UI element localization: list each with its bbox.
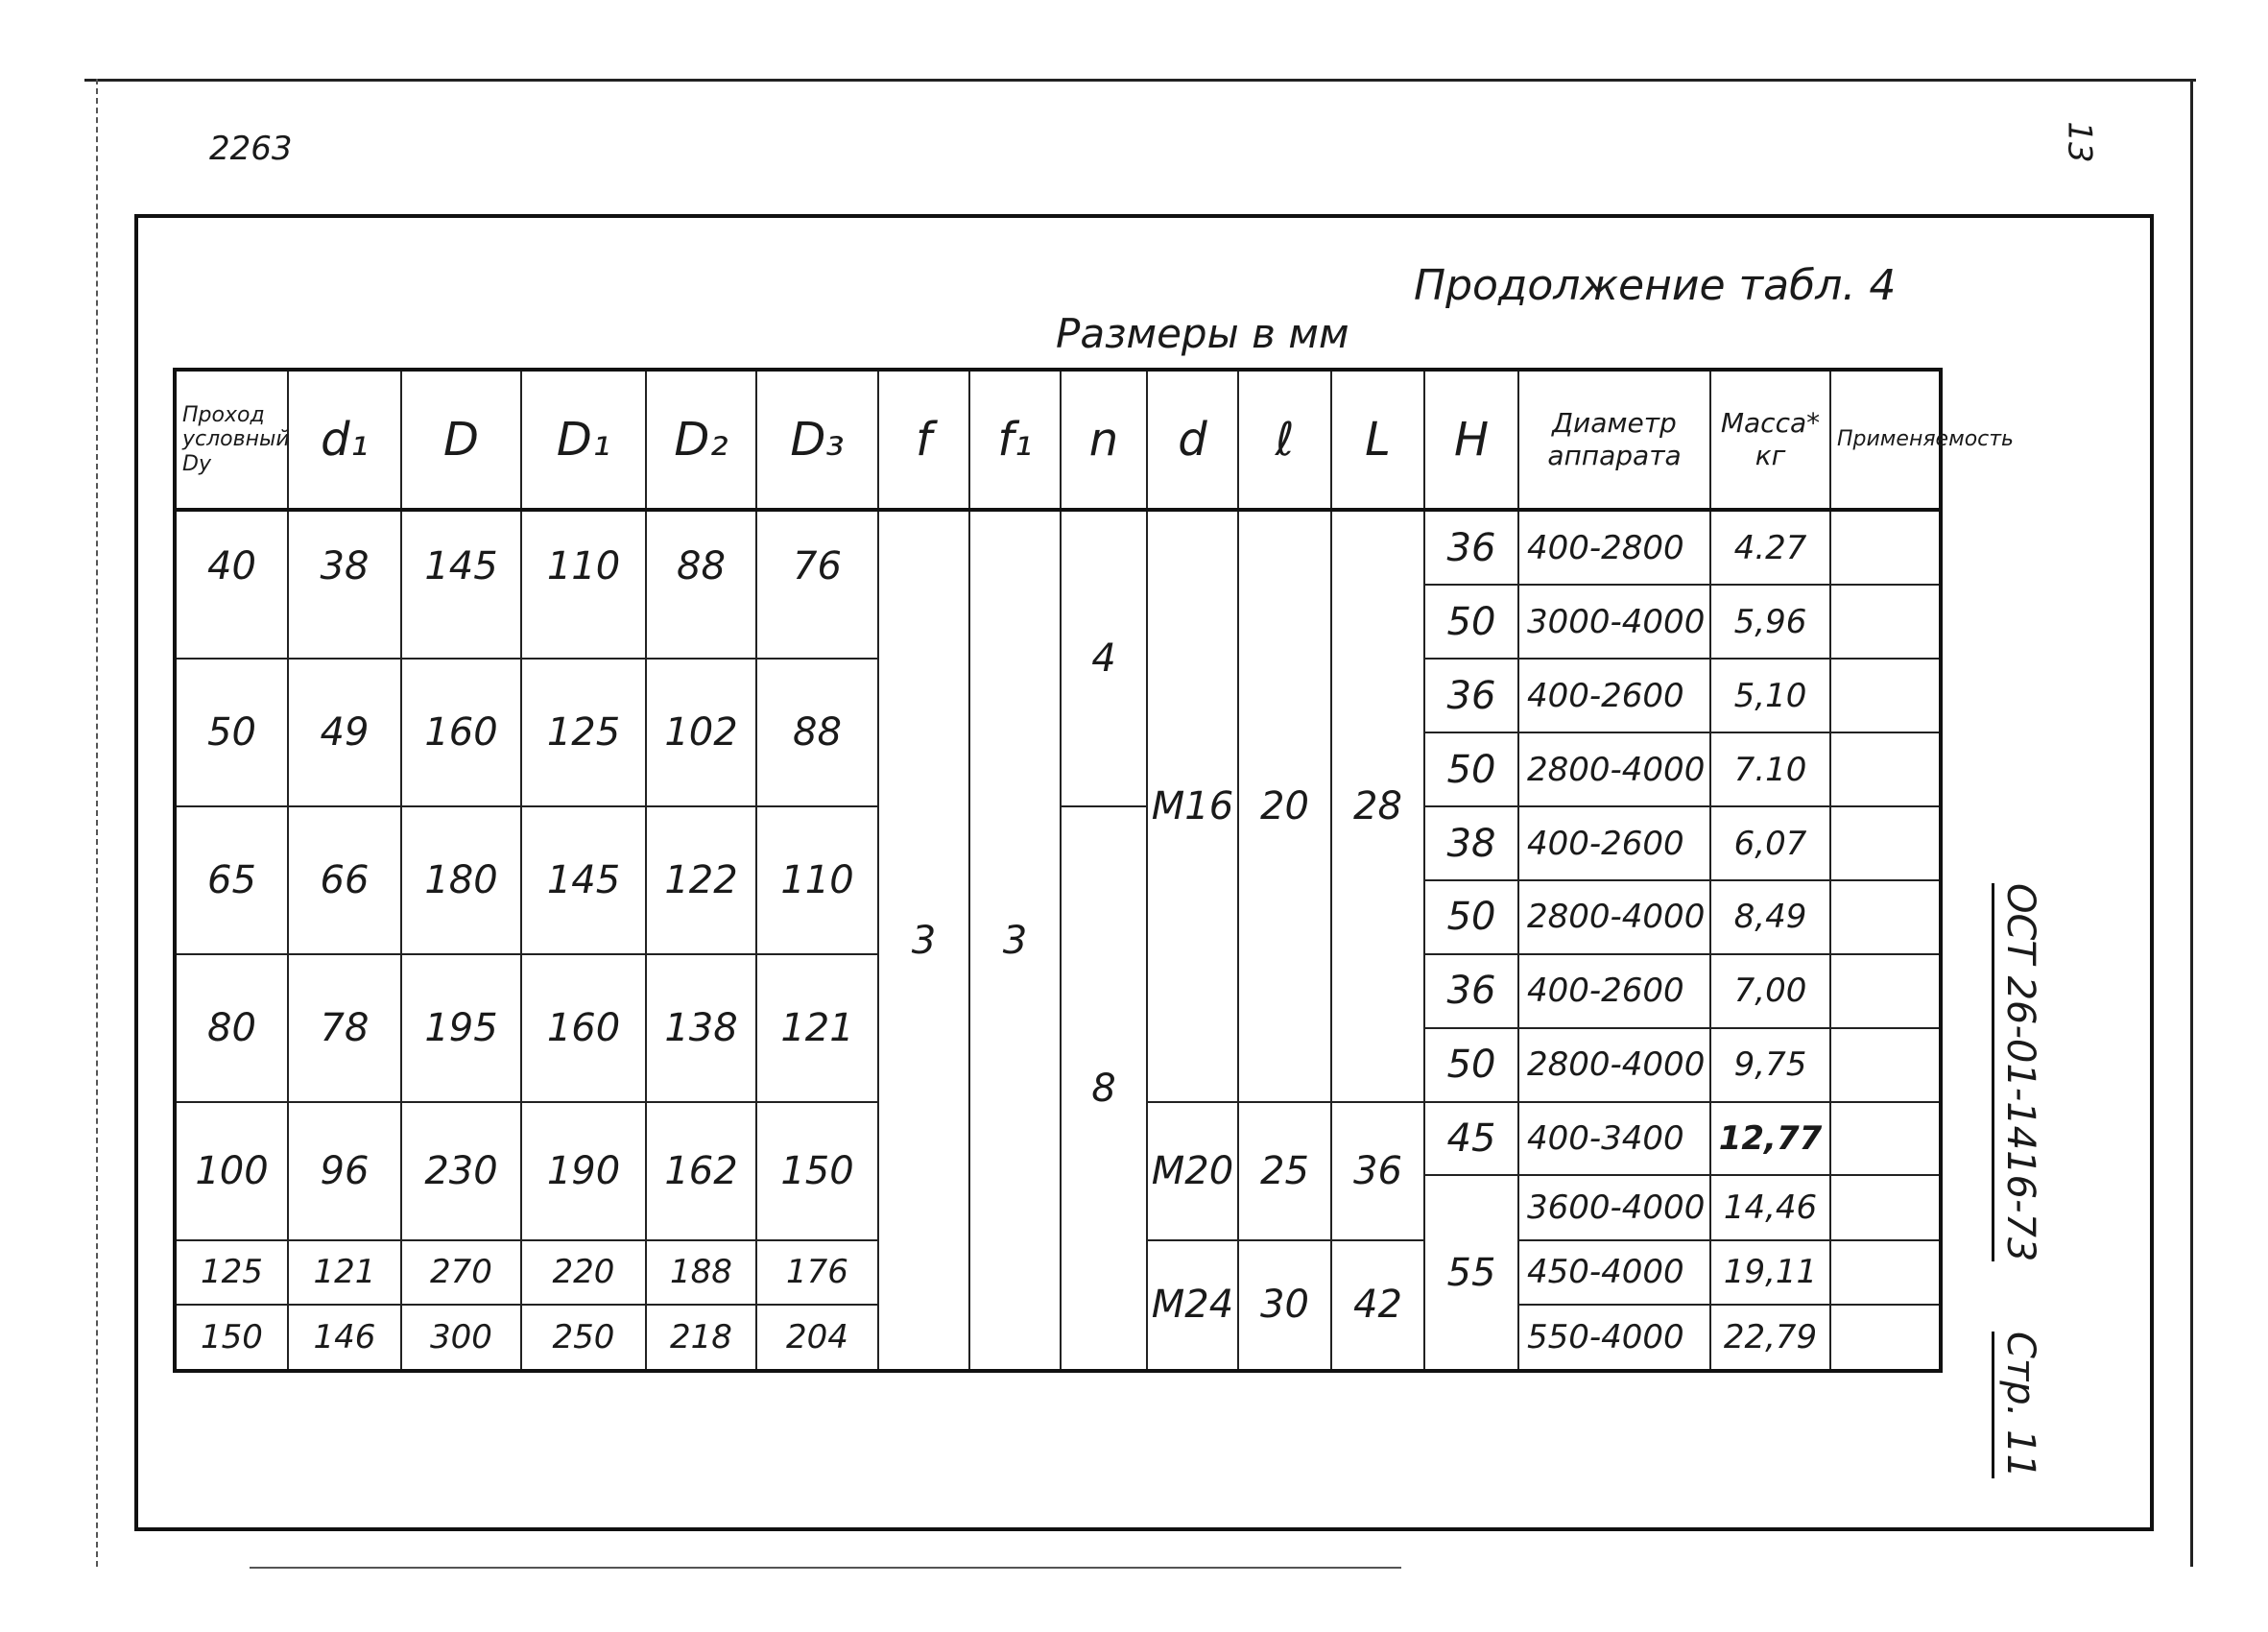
cell-mass: 5,96 [1710, 585, 1830, 659]
cell-dy: 65 [175, 806, 288, 954]
cell-apparatus-diameter: 550-4000 [1518, 1305, 1710, 1371]
cell-apparatus-diameter: 2800-4000 [1518, 880, 1710, 954]
cell-apparatus-diameter: 3600-4000 [1518, 1175, 1710, 1239]
table-header-row [175, 370, 1941, 510]
cell-applicability [1830, 1240, 1941, 1305]
col-header-f: f [878, 370, 969, 510]
cell-D2: 122 [646, 806, 756, 954]
col-header-H: H [1424, 370, 1518, 510]
cell-D: 230 [401, 1102, 521, 1240]
col-header-n: n [1061, 370, 1147, 510]
col-header-D3: D₃ [756, 370, 878, 510]
cell-apparatus-diameter: 450-4000 [1518, 1240, 1710, 1305]
col-header-l: ℓ [1238, 370, 1331, 510]
cell-d1: 78 [288, 954, 401, 1102]
cell-mass: 22,79 [1710, 1305, 1830, 1371]
cell-thread-m16: M16 [1147, 510, 1238, 1102]
page-number: 13 [2060, 121, 2099, 163]
cell-applicability [1830, 732, 1941, 806]
cell-D3: 176 [756, 1240, 878, 1305]
outer-border-left [96, 79, 98, 1567]
cell-mass: 12,77 [1710, 1102, 1830, 1176]
cell-D: 160 [401, 659, 521, 806]
units-title: Размеры в мм [1056, 310, 1349, 357]
cell-dy: 50 [175, 659, 288, 806]
cell-applicability [1830, 880, 1941, 954]
cell-L-merged-a: 28 [1331, 510, 1424, 1102]
col-header-L: L [1331, 370, 1424, 510]
cell-d1: 38 [288, 510, 401, 659]
cell-n-merged-a: 4 [1061, 510, 1147, 806]
cell-applicability [1830, 1305, 1941, 1371]
cell-applicability [1830, 1028, 1941, 1102]
cell-dy: 150 [175, 1305, 288, 1371]
cell-apparatus-diameter: 3000-4000 [1518, 585, 1710, 659]
col-header-mass: Масса* кг [1710, 370, 1830, 510]
cell-d1: 96 [288, 1102, 401, 1240]
col-header-D2: D₂ [646, 370, 756, 510]
cell-apparatus-diameter: 400-2800 [1518, 510, 1710, 585]
cell-mass: 4.27 [1710, 510, 1830, 585]
cell-thread-m24: M24 [1147, 1240, 1238, 1371]
cell-D3: 110 [756, 806, 878, 954]
cell-D3: 121 [756, 954, 878, 1102]
cell-apparatus-diameter: 400-2600 [1518, 954, 1710, 1028]
cell-d1: 146 [288, 1305, 401, 1371]
cell-thread-m20: M20 [1147, 1102, 1238, 1240]
col-header-apparatus-diameter: Диаметр аппарата [1518, 370, 1710, 510]
cell-D2: 88 [646, 510, 756, 659]
cell-applicability [1830, 1102, 1941, 1176]
cell-D: 145 [401, 510, 521, 659]
cell-H: 36 [1424, 659, 1518, 732]
cell-apparatus-diameter: 400-2600 [1518, 659, 1710, 732]
table-row [175, 510, 1941, 585]
cell-D1: 110 [521, 510, 646, 659]
cell-H: 50 [1424, 880, 1518, 954]
cell-D2: 218 [646, 1305, 756, 1371]
outer-border-bottom [250, 1567, 1401, 1569]
sheet-code: 2263 [209, 130, 293, 168]
cell-l-merged-b: 25 [1238, 1102, 1331, 1240]
cell-dy: 100 [175, 1102, 288, 1240]
col-header-D: D [401, 370, 521, 510]
cell-D3: 76 [756, 510, 878, 659]
cell-mass: 9,75 [1710, 1028, 1830, 1102]
cell-H: 50 [1424, 732, 1518, 806]
continuation-title: Продолжение табл. 4 [1414, 261, 1897, 310]
col-header-applicability: Применяемость [1830, 370, 1941, 510]
cell-D: 300 [401, 1305, 521, 1371]
cell-applicability [1830, 585, 1941, 659]
cell-l-merged-c: 30 [1238, 1240, 1331, 1371]
cell-mass: 5,10 [1710, 659, 1830, 732]
cell-applicability [1830, 806, 1941, 880]
standard-code: ОСТ 26-01-1416-73 [1993, 883, 2043, 1261]
cell-D: 195 [401, 954, 521, 1102]
cell-D2: 162 [646, 1102, 756, 1240]
cell-D1: 220 [521, 1240, 646, 1305]
cell-H: 45 [1424, 1102, 1518, 1176]
cell-D3: 150 [756, 1102, 878, 1240]
cell-L-merged-c: 42 [1331, 1240, 1424, 1371]
cell-H: 50 [1424, 585, 1518, 659]
cell-D3: 204 [756, 1305, 878, 1371]
cell-d1: 66 [288, 806, 401, 954]
cell-dy: 40 [175, 510, 288, 659]
side-stamp [1979, 883, 2056, 1478]
cell-mass: 8,49 [1710, 880, 1830, 954]
outer-border-top [84, 79, 2196, 82]
cell-applicability [1830, 510, 1941, 585]
col-header-D1: D₁ [521, 370, 646, 510]
cell-applicability [1830, 659, 1941, 732]
cell-n-merged-b: 8 [1061, 806, 1147, 1371]
col-header-f1: f₁ [969, 370, 1061, 510]
cell-mass: 7.10 [1710, 732, 1830, 806]
cell-apparatus-diameter: 400-3400 [1518, 1102, 1710, 1176]
cell-dy: 80 [175, 954, 288, 1102]
cell-D: 180 [401, 806, 521, 954]
outer-border-right [2190, 79, 2193, 1567]
cell-d1: 49 [288, 659, 401, 806]
cell-D1: 250 [521, 1305, 646, 1371]
cell-D2: 188 [646, 1240, 756, 1305]
cell-D2: 102 [646, 659, 756, 806]
cell-D: 270 [401, 1240, 521, 1305]
dimensions-table [173, 368, 2015, 1373]
col-header-d1: d₁ [288, 370, 401, 510]
cell-l-merged-a: 20 [1238, 510, 1331, 1102]
cell-f1-merged: 3 [969, 510, 1061, 1371]
cell-apparatus-diameter: 400-2600 [1518, 806, 1710, 880]
cell-D1: 125 [521, 659, 646, 806]
col-header-dy: Проход условный Dy [175, 370, 288, 510]
cell-applicability [1830, 1175, 1941, 1239]
cell-dy: 125 [175, 1240, 288, 1305]
cell-H: 38 [1424, 806, 1518, 880]
stamp-page: Стр. 11 [1993, 1332, 2043, 1478]
cell-apparatus-diameter: 2800-4000 [1518, 732, 1710, 806]
cell-D3: 88 [756, 659, 878, 806]
cell-H: 36 [1424, 954, 1518, 1028]
cell-f-merged: 3 [878, 510, 969, 1371]
cell-H: 50 [1424, 1028, 1518, 1102]
cell-d1: 121 [288, 1240, 401, 1305]
cell-D1: 190 [521, 1102, 646, 1240]
cell-H: 36 [1424, 510, 1518, 585]
cell-mass: 19,11 [1710, 1240, 1830, 1305]
cell-D1: 145 [521, 806, 646, 954]
cell-H-merged-c: 55 [1424, 1175, 1518, 1371]
cell-D2: 138 [646, 954, 756, 1102]
cell-L-merged-b: 36 [1331, 1102, 1424, 1240]
cell-D1: 160 [521, 954, 646, 1102]
cell-apparatus-diameter: 2800-4000 [1518, 1028, 1710, 1102]
cell-applicability [1830, 954, 1941, 1028]
cell-mass: 14,46 [1710, 1175, 1830, 1239]
col-header-d: d [1147, 370, 1238, 510]
cell-mass: 6,07 [1710, 806, 1830, 880]
cell-mass: 7,00 [1710, 954, 1830, 1028]
